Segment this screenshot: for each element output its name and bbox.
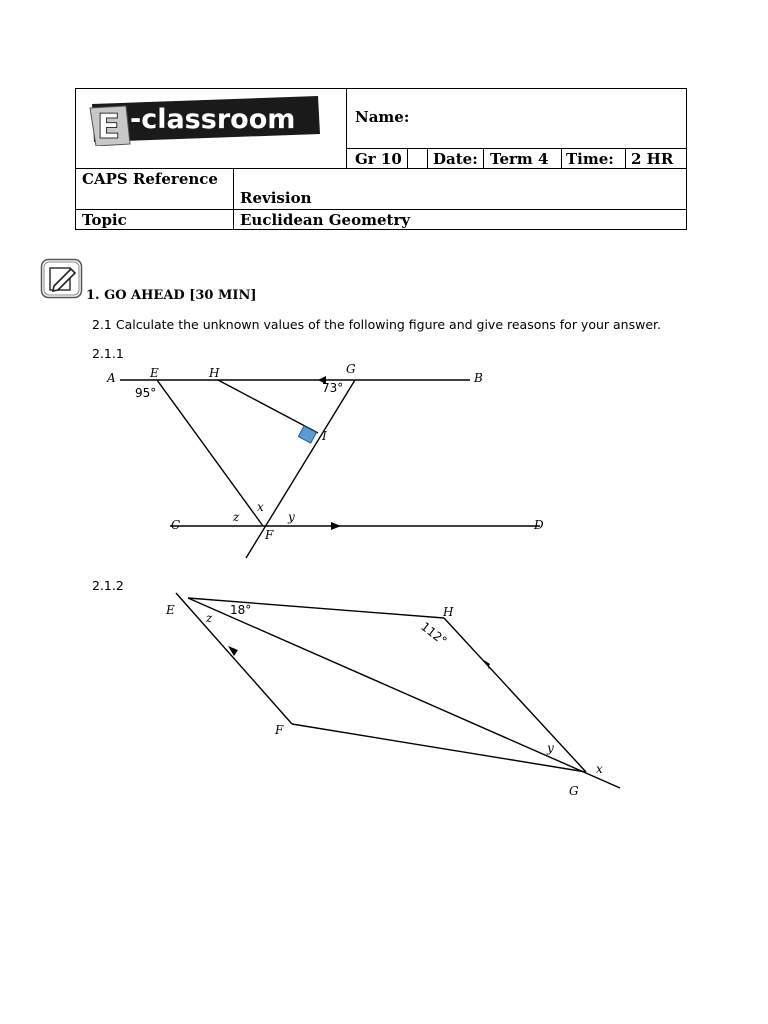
svg-text:E: E: [97, 107, 121, 146]
point-e-label: E: [166, 603, 175, 617]
angle-95-label: 95°: [135, 386, 157, 400]
angle-73-label: 73°: [322, 381, 344, 395]
duration-value: 2 HR: [631, 150, 674, 168]
svg-text:-classroom: -classroom: [130, 104, 296, 135]
question-2-1-2-label: 2.1.2: [92, 578, 124, 593]
question-2-1-1-label: 2.1.1: [92, 346, 124, 361]
parallel-arrow-ef: [228, 646, 238, 656]
point-h-label: H: [443, 605, 454, 619]
point-i-label: I: [322, 429, 327, 443]
point-f-label: F: [275, 723, 284, 737]
caps-reference-value: Revision: [240, 189, 312, 207]
angle-112-label: 112°: [418, 619, 450, 649]
point-b-label: B: [474, 371, 483, 385]
point-g-label: G: [569, 784, 579, 798]
point-h-label: H: [209, 366, 220, 380]
point-d-label: D: [534, 518, 544, 532]
line-fg: [292, 724, 586, 772]
point-g-label: G: [346, 362, 356, 376]
unknown-y-label: y: [288, 510, 295, 524]
question-2-1-text: 2.1 Calculate the unknown values of the following figure and give reasons for your answer.: [92, 317, 661, 332]
section-heading: 1. GO AHEAD [30 MIN]: [86, 288, 257, 303]
unknown-x-label: x: [596, 762, 603, 776]
point-a-label: A: [107, 371, 116, 385]
unknown-z-label: z: [206, 611, 213, 625]
unknown-z-label: z: [233, 510, 240, 524]
point-f-label: F: [265, 528, 274, 542]
line-hg: [444, 618, 586, 772]
point-c-label: C: [171, 518, 181, 532]
parallel-arrow-hg: [484, 660, 492, 670]
term-value: Term 4: [490, 150, 549, 168]
line-eg-extended: [188, 598, 620, 788]
caps-reference-label: CAPS Reference: [82, 170, 218, 188]
point-e-label: E: [150, 366, 159, 380]
grade-value: Gr 10: [355, 150, 402, 168]
topic-label: Topic: [82, 211, 127, 229]
topic-value: Euclidean Geometry: [240, 211, 411, 229]
name-label: Name:: [355, 108, 410, 126]
date-label: Date:: [433, 150, 478, 168]
unknown-y-label: y: [547, 741, 554, 755]
time-label: Time:: [566, 150, 614, 168]
unknown-x-label: x: [257, 500, 264, 514]
angle-18-label: 18°: [230, 603, 252, 617]
